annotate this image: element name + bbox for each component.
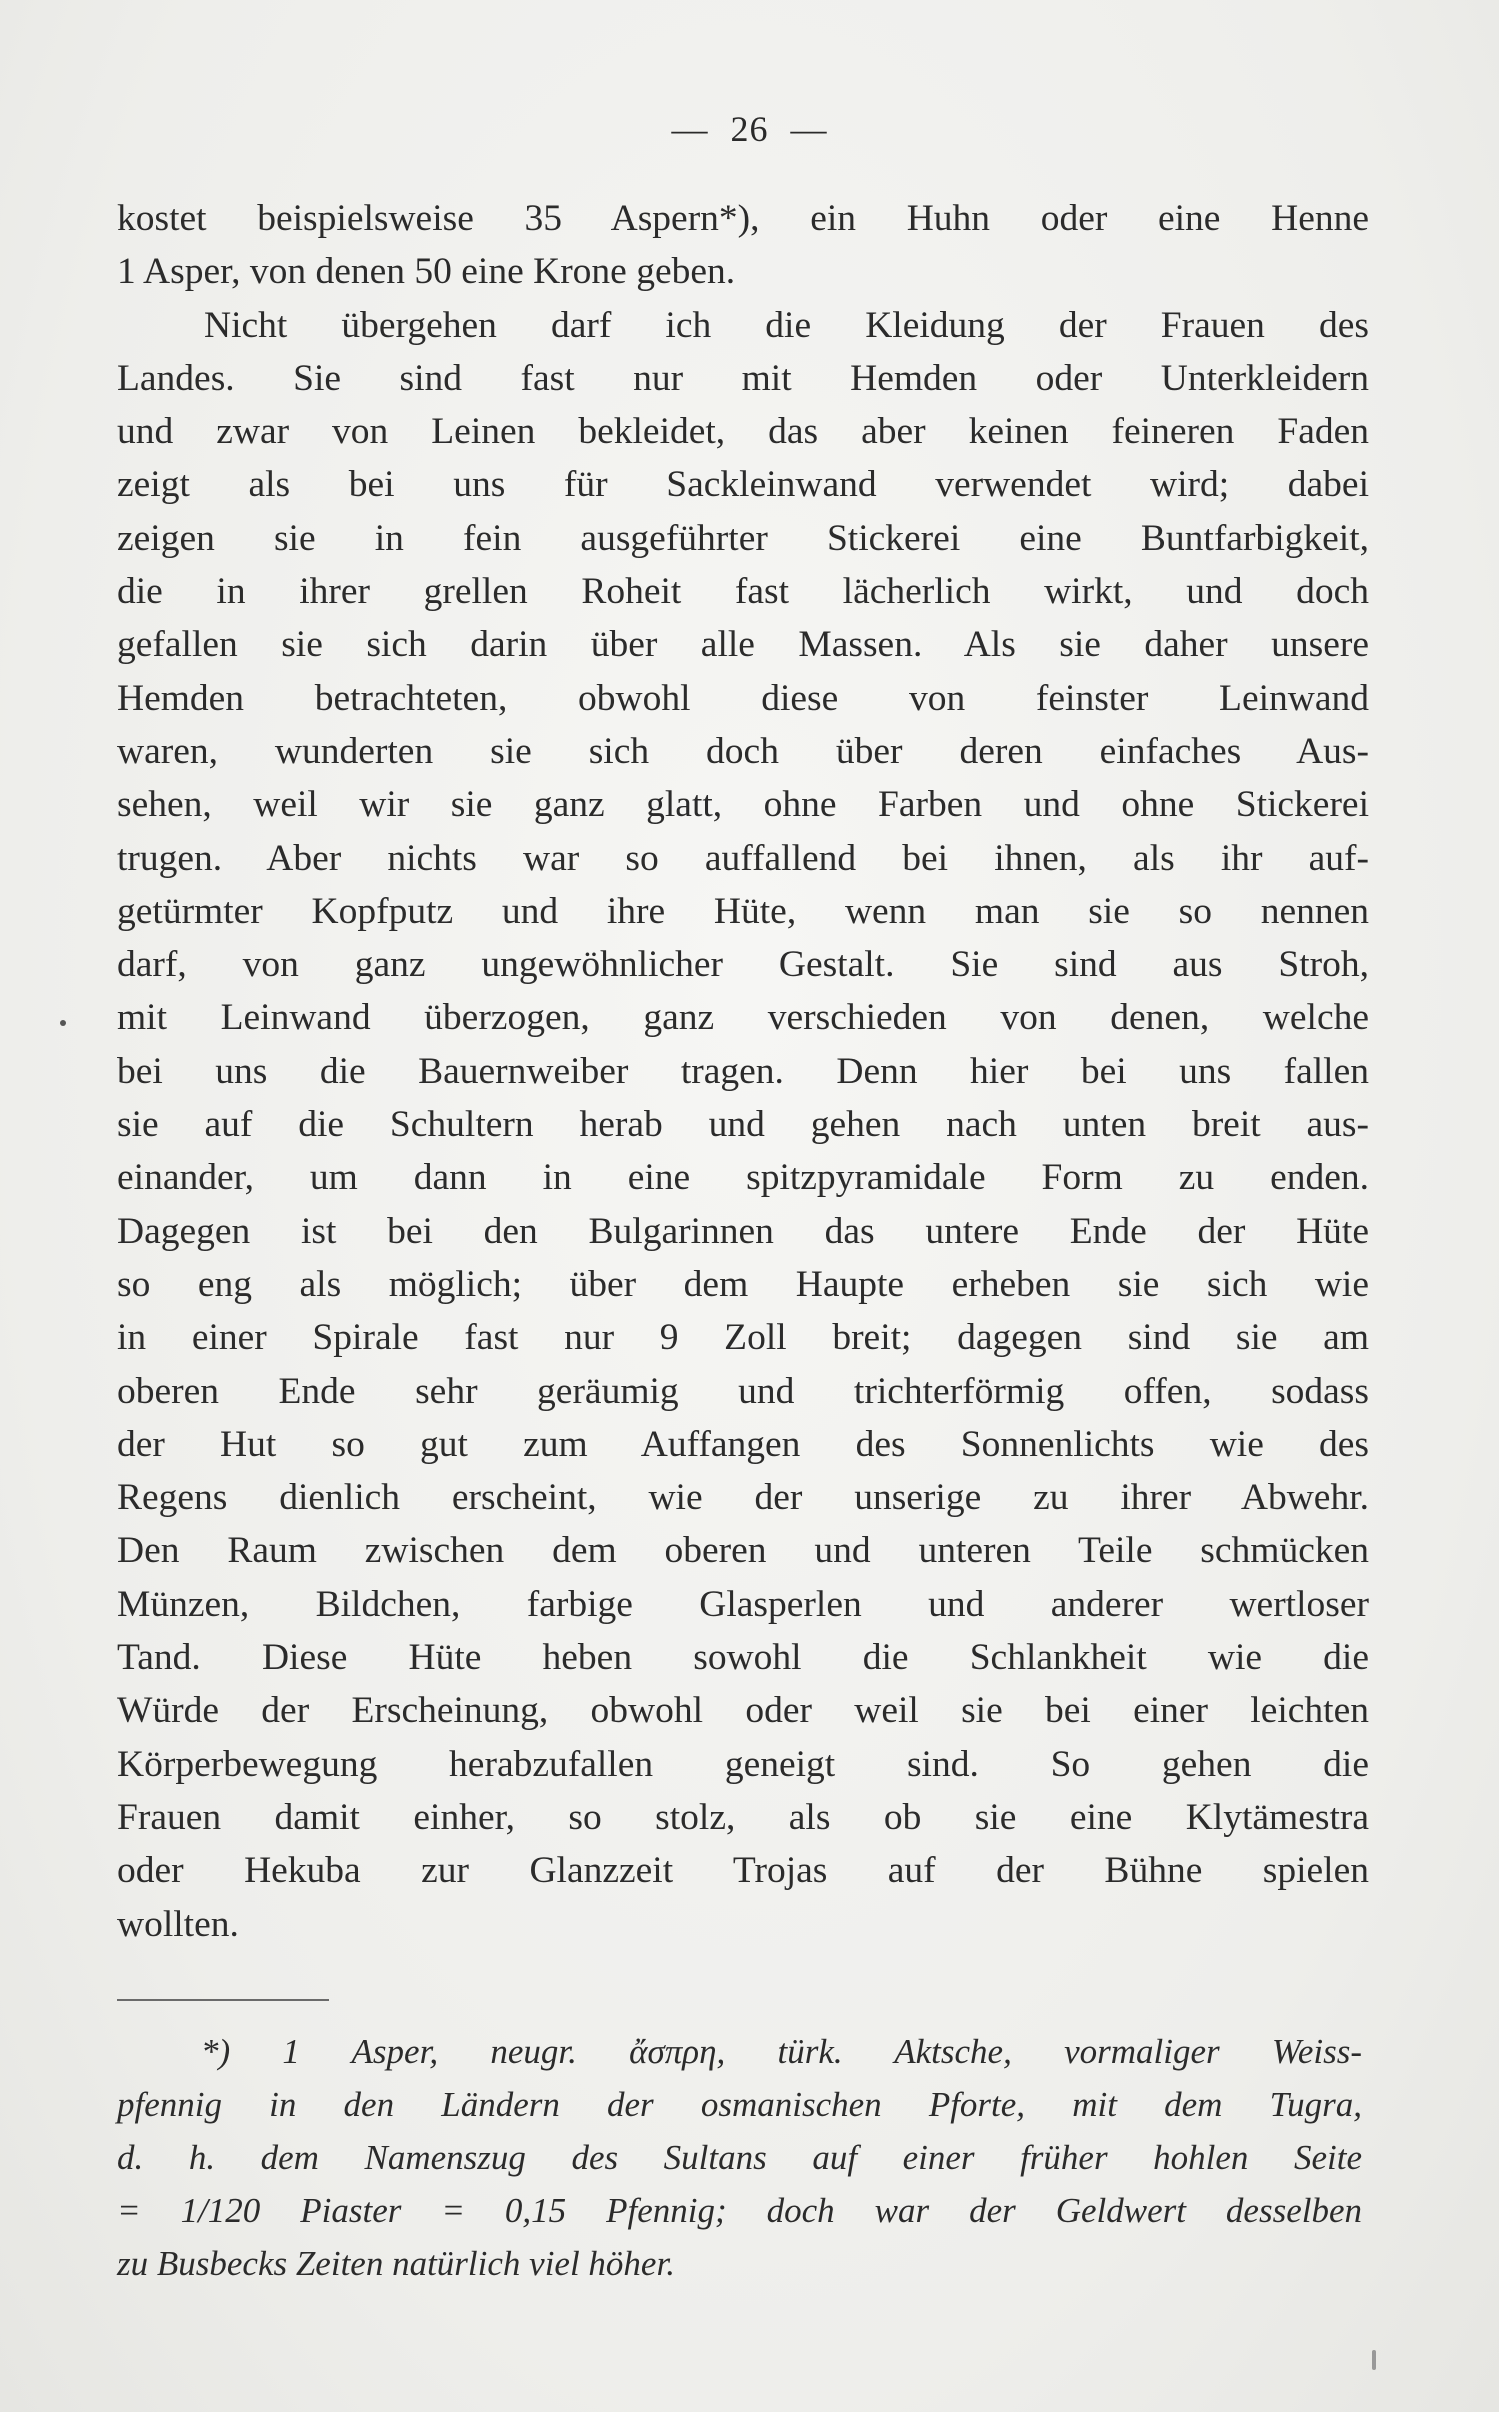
text-line: Würde der Erscheinung, obwohl oder weil sie bei einer leichten: [117, 1690, 1369, 1732]
body-text: [117, 192, 1369, 1951]
text-line: kostet beispielsweise 35 Aspern*), ein Huhn oder eine Henne: [117, 198, 1369, 239]
text-line: Tand. Diese Hüte heben sowohl die Schlankheit wie die: [117, 1637, 1369, 1679]
footnote-line: *) 1 Asper, neugr. ἄσπρη, türk. Aktsche, vormaliger Weiss-: [201, 2032, 1362, 2071]
text-line: oder Hekuba zur Glanzzeit Trojas auf der Bühne spielen: [117, 1850, 1369, 1892]
text-line: Frauen damit einher, so stolz, als ob sie eine Klytämestra: [117, 1796, 1369, 1838]
page-number-value: 26: [730, 109, 769, 149]
text-line: darf, von ganz ungewöhnlicher Gestalt. Sie sind aus Stroh,: [117, 944, 1369, 986]
text-line: sie auf die Schultern herab und gehen nach unten breit aus-: [117, 1104, 1369, 1146]
footnote-line: = 1/120 Piaster = 0,15 Pfennig; doch war der Geldwert desselben: [117, 2191, 1362, 2230]
text-line: oberen Ende sehr geräumig und trichterförmig offen, sodass: [117, 1370, 1369, 1412]
text-line: so eng als möglich; über dem Haupte erheben sie sich wie: [117, 1263, 1369, 1305]
text-line: bei uns die Bauernweiber tragen. Denn hier bei uns fallen: [117, 1050, 1369, 1092]
text-line: zeigen sie in fein ausgeführter Stickerei eine Buntfarbigkeit,: [117, 517, 1369, 559]
text-line: und zwar von Leinen bekleidet, das aber keinen feineren Faden: [117, 411, 1369, 453]
text-line: gefallen sie sich darin über alle Massen. Als sie daher unsere: [117, 624, 1369, 666]
footnote-line: d. h. dem Namenszug des Sultans auf einer früher hohlen Seite: [117, 2138, 1362, 2177]
page-number-dash-left: —: [671, 109, 709, 149]
text-line: getürmter Kopfputz und ihre Hüte, wenn man sie so nennen: [117, 890, 1369, 932]
paper-speck: [1372, 2350, 1376, 2370]
text-line: zeigt als bei uns für Sackleinwand verwendet wird; dabei: [117, 464, 1369, 506]
text-line: waren, wunderten sie sich doch über deren einfaches Aus-: [117, 730, 1369, 772]
page-number: [0, 108, 1499, 150]
text-line: Regens dienlich erscheint, wie der unserige zu ihrer Abwehr.: [117, 1477, 1369, 1519]
footnote-line: pfennig in den Ländern der osmanischen Pforte, mit dem Tugra,: [117, 2085, 1362, 2124]
text-line: wollten.: [117, 1903, 239, 1945]
text-line: Landes. Sie sind fast nur mit Hemden oder Unterkleidern: [117, 357, 1369, 399]
page-number-dash-right: —: [790, 109, 828, 149]
text-line: Dagegen ist bei den Bulgarinnen das untere Ende der Hüte: [117, 1210, 1369, 1252]
footnote-line: zu Busbecks Zeiten natürlich viel höher.: [117, 2244, 675, 2283]
text-line: mit Leinwand überzogen, ganz verschieden von denen, welche: [117, 997, 1369, 1039]
text-line: 1 Asper, von denen 50 eine Krone geben.: [117, 251, 736, 293]
text-line: Körperbewegung herabzufallen geneigt sind. So gehen die: [117, 1743, 1369, 1785]
text-line: die in ihrer grellen Roheit fast lächerlich wirkt, und doch: [117, 571, 1369, 613]
text-line: einander, um dann in eine spitzpyramidale Form zu enden.: [117, 1157, 1369, 1199]
text-line: in einer Spirale fast nur 9 Zoll breit; dagegen sind sie am: [117, 1317, 1369, 1359]
text-line: trugen. Aber nichts war so auffallend bei ihnen, als ihr auf-: [117, 837, 1369, 879]
text-line: Den Raum zwischen dem oberen und unteren Teile schmücken: [117, 1530, 1369, 1572]
paper-speck: [60, 1020, 66, 1026]
text-line: Münzen, Bildchen, farbige Glasperlen und anderer wertloser: [117, 1583, 1369, 1625]
footnote: [117, 2025, 1362, 2290]
text-line: sehen, weil wir sie ganz glatt, ohne Farben und ohne Stickerei: [117, 784, 1369, 826]
footnote-separator: [117, 1999, 329, 2001]
text-line: Nicht übergehen darf ich die Kleidung der Frauen des: [204, 304, 1369, 346]
text-line: Hemden betrachteten, obwohl diese von feinster Leinwand: [117, 677, 1369, 719]
text-line: der Hut so gut zum Auffangen des Sonnenlichts wie des: [117, 1423, 1369, 1465]
